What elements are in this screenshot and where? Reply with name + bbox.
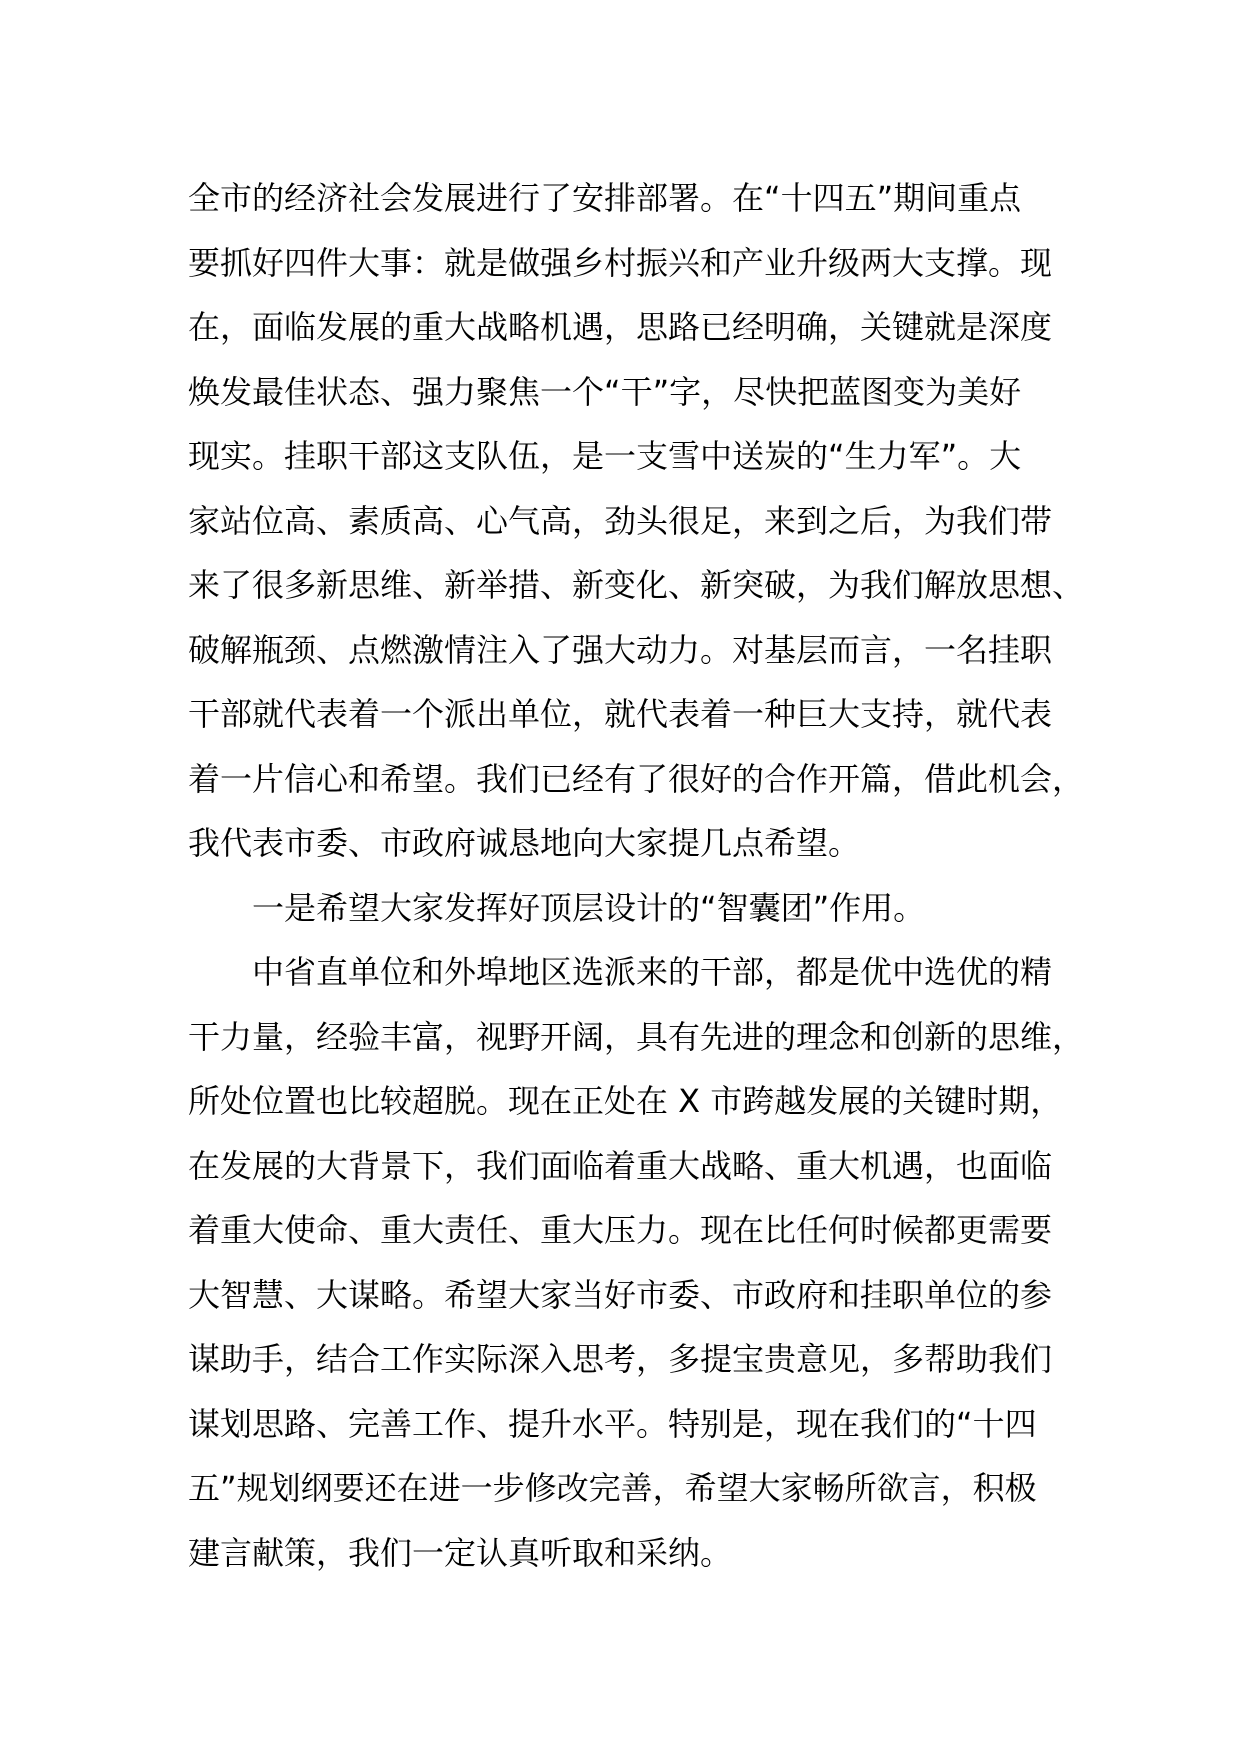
- text-line: 谋划思路、完善工作、提升水平。特别是，现在我们的“十四: [188, 1404, 1037, 1443]
- text-line: 现实。挂职干部这支队伍，是一支雪中送炭的“生力军”。大: [188, 437, 1022, 475]
- paragraph: [188, 166, 1085, 876]
- text-line: 要抓好四件大事：就是做强乡村振兴和产业升级两大支撑。现: [188, 243, 1053, 282]
- heading-line: 一是希望大家发挥好顶层设计的“智囊团”作用。: [252, 888, 926, 927]
- text-line: 我代表市委、市政府诚恳地向大家提几点希望。: [188, 824, 861, 862]
- text-line: 家站位高、素质高、心气高，劲头很足，来到之后，为我们带: [188, 501, 1053, 540]
- text-line: 着重大使命、重大责任、重大压力。现在比任何时候都更需要: [188, 1211, 1053, 1249]
- text-line: 大智慧、大谋略。希望大家当好市委、市政府和挂职单位的参: [188, 1275, 1053, 1314]
- text-line: 干部就代表着一个派出单位，就代表着一种巨大支持，就代表: [188, 695, 1053, 733]
- text-line: 谋助手，结合工作实际深入思考，多提宝贵意见，多帮助我们: [188, 1340, 1053, 1378]
- text-line: 着一片信心和希望。我们已经有了很好的合作开篇，借此机会，: [188, 759, 1085, 798]
- text-line: 在，面临发展的重大战略机遇，思路已经明确，关键就是深度: [188, 308, 1053, 346]
- document-body: [188, 166, 1085, 1585]
- text-line: 建言献策，我们一定认真听取和采纳。: [188, 1533, 733, 1572]
- text-line: 在发展的大背景下，我们面临着重大战略、重大机遇，也面临: [188, 1146, 1053, 1185]
- text-line: 全市的经济社会发展进行了安排部署。在“十四五”期间重点: [188, 179, 1022, 217]
- text-line: 焕发最佳状态、强力聚焦一个“干”字，尽快把蓝图变为美好: [188, 372, 1022, 411]
- text-line: 所处位置也比较超脱。现在正处在 X 市跨越发展的关键时期，: [188, 1082, 1063, 1120]
- text-line: 来了很多新思维、新举措、新变化、新突破，为我们解放思想、: [188, 566, 1085, 604]
- text-line: 破解瓶颈、点燃激情注入了强大动力。对基层而言，一名挂职: [188, 630, 1053, 669]
- text-line: 中省直单位和外埠地区选派来的干部，都是优中选优的精: [252, 953, 1053, 991]
- text-line: 干力量，经验丰富，视野开阔，具有先进的理念和创新的思维，: [188, 1017, 1085, 1056]
- paragraph: [188, 940, 1085, 1585]
- text-line: 五”规划纲要还在进一步修改完善，希望大家畅所欲言，积极: [188, 1469, 1037, 1507]
- paragraph-heading: [188, 876, 1068, 941]
